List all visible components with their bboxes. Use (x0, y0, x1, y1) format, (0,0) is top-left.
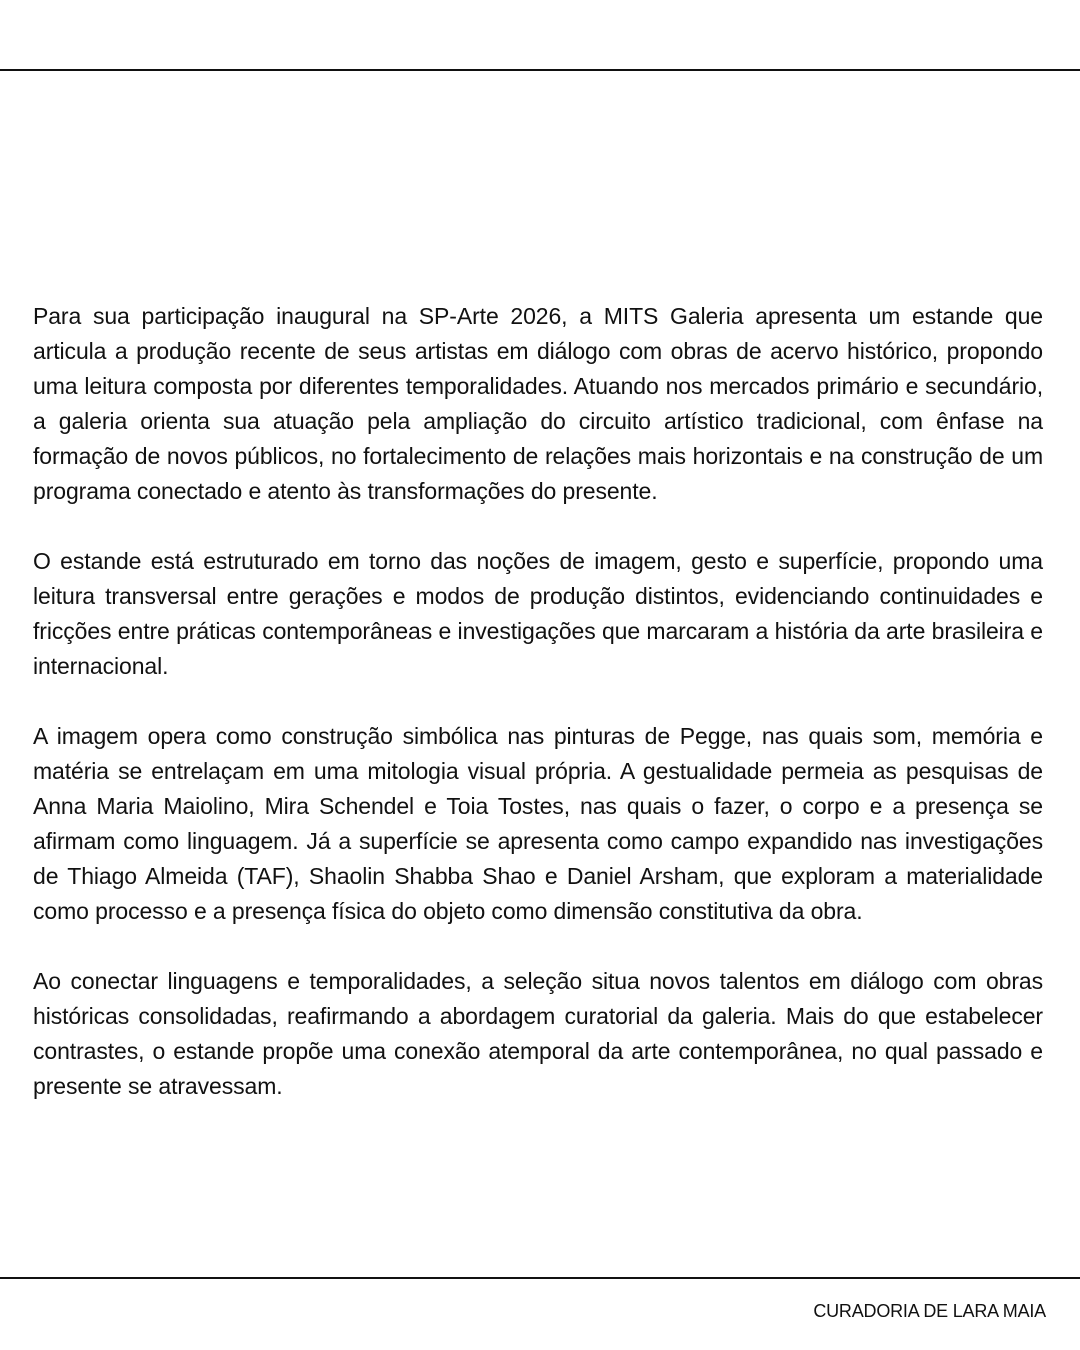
top-divider (0, 69, 1080, 71)
paragraph-structure: O estande está estruturado em torno das noções de imagem, gesto e superfície, propondo uma leitura transversal entre gerações e modos de produção distintos, evidenciando continuidades e fricções entre práticas contemporâneas e investigações que marcaram a história da arte brasileira e internacional. (33, 548, 1043, 679)
article-body (33, 299, 1043, 1104)
curator-credit: CURADORIA DE LARA MAIA (813, 1301, 1046, 1321)
paragraph-conclusion: Ao conectar linguagens e temporalidades, a seleção situa novos talentos em diálogo com obras históricas consolidadas, reafirmando a abordagem curatorial da galeria. Mais do que estabelecer contrastes, o estande propõe uma conexão atemporal da arte contemporânea, no qual passado e presente se atravessam. (33, 968, 1043, 1099)
bottom-divider (0, 1277, 1080, 1279)
paragraph-intro: Para sua participação inaugural na SP-Arte 2026, a MITS Galeria apresenta um estande que articula a produção recente de seus artistas em diálogo com obras de acervo histórico, propondo uma leitura composta por diferentes temporalidades. Atuando nos mercados primário e secundário, a galeria orienta sua atuação pela ampliação do circuito artístico tradicional, com ênfase na formação de novos públicos, no fortalecimento de relações mais horizontais e na construção de um programa conectado e atento às transformações do presente. (33, 303, 1043, 504)
paragraph-artists: A imagem opera como construção simbólica nas pinturas de Pegge, nas quais som, memória e matéria se entrelaçam em uma mitologia visual própria. A gestualidade permeia as pesquisas de Anna Maria Maiolino, Mira Schendel e Toia Tostes, nas quais o fazer, o corpo e a presença se afirmam como linguagem. Já a superfície se apresenta como campo expandido nas investigações de Thiago Almeida (TAF), Shaolin Shabba Shao e Daniel Arsham, que exploram a materialidade como processo e a presença física do objeto como dimensão constitutiva da obra. (33, 723, 1043, 924)
